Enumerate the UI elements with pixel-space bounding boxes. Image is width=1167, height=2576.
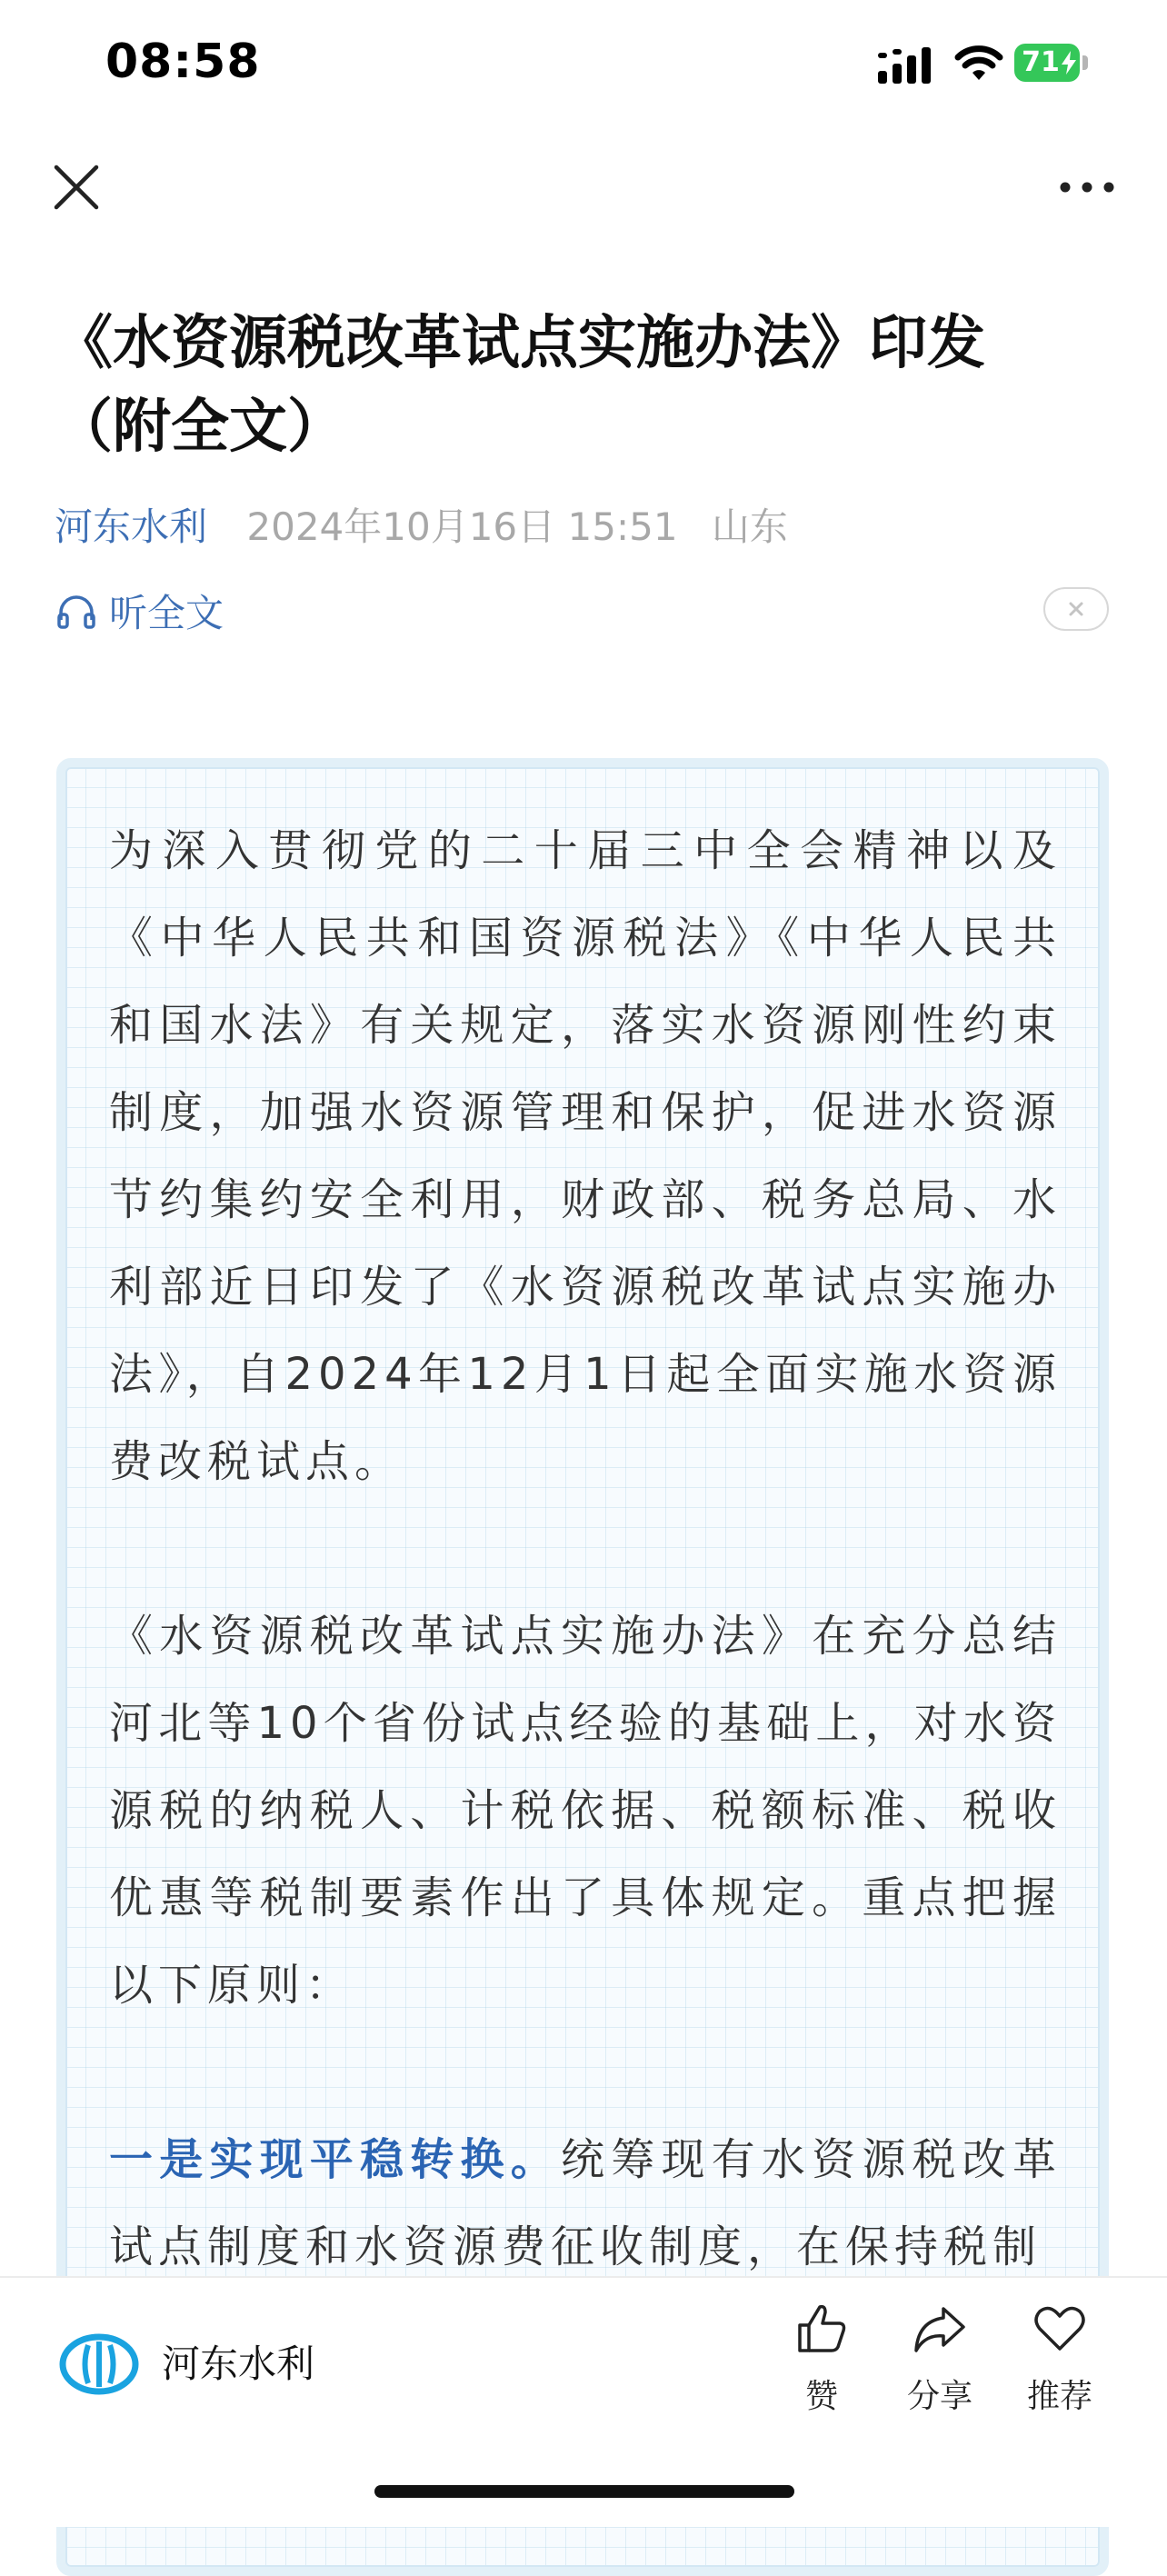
- like-button[interactable]: [767, 2301, 876, 2420]
- article-paragraph-3: [109, 2116, 1062, 2291]
- article-location: 山东: [711, 504, 788, 549]
- principle-text: 统筹现有水资源税改革试点制度和水资源费征收制度，在保持税制: [109, 2134, 1062, 2272]
- article-meta: [55, 502, 788, 553]
- recommend-button[interactable]: [1005, 2301, 1114, 2420]
- close-icon[interactable]: [51, 162, 102, 213]
- listen-bar-close-button[interactable]: [1043, 587, 1109, 631]
- account-name[interactable]: 河东水利: [162, 2341, 315, 2386]
- principle-heading: 一是实现平稳转换。: [109, 2134, 561, 2185]
- share-arrow-icon: [913, 2301, 967, 2356]
- more-options-icon[interactable]: [1058, 173, 1116, 202]
- thumbs-up-icon: [794, 2301, 849, 2356]
- headphones-icon: [56, 593, 96, 629]
- close-small-icon: [1045, 589, 1107, 629]
- article-title: 《水资源税改革试点实施办法》印发（附全文）: [55, 310, 985, 461]
- home-indicator[interactable]: [374, 2485, 794, 2498]
- charging-bolt-icon: [1062, 51, 1076, 75]
- cellular-signal-icon: [878, 47, 933, 85]
- like-label: 赞: [804, 2378, 838, 2415]
- article-paragraph-2: 《水资源税改革试点实施办法》在充分总结河北等10个省份试点经验的基础上，对水资源税的纳税人、计税依据、税额标准、税收优惠等税制要素作出了具体规定。重点把握以下原则：: [109, 1611, 1062, 2011]
- status-bar: [0, 0, 1167, 136]
- battery-percent: 71: [1022, 46, 1060, 78]
- share-button[interactable]: [885, 2301, 994, 2420]
- account-logo-icon[interactable]: [58, 2332, 140, 2396]
- wifi-icon: [954, 44, 1003, 84]
- heart-icon: [1032, 2301, 1087, 2356]
- recommend-label: 推荐: [1026, 2378, 1092, 2415]
- listen-full-text-button[interactable]: [56, 584, 224, 638]
- listen-label: 听全文: [109, 591, 224, 635]
- article-author-link[interactable]: 河东水利: [55, 504, 208, 549]
- share-label: 分享: [906, 2378, 972, 2415]
- battery-indicator: [1014, 44, 1089, 84]
- article-paragraph-1: 为深入贯彻党的二十届三中全会精神以及《中华人民共和国资源税法》《中华人民共和国水法》有关规定，落实水资源刚性约束制度，加强水资源管理和保护，促进水资源节约集约安全利用，财政部、税务总局、水利部近日印发了《水资源税改革试点实施办法》，自2024年12月1日起全面实施水资源费改税试点。: [109, 825, 1062, 1487]
- article-date: 2024年10月16日 15:51: [246, 504, 678, 549]
- status-time: 08:58: [105, 35, 261, 89]
